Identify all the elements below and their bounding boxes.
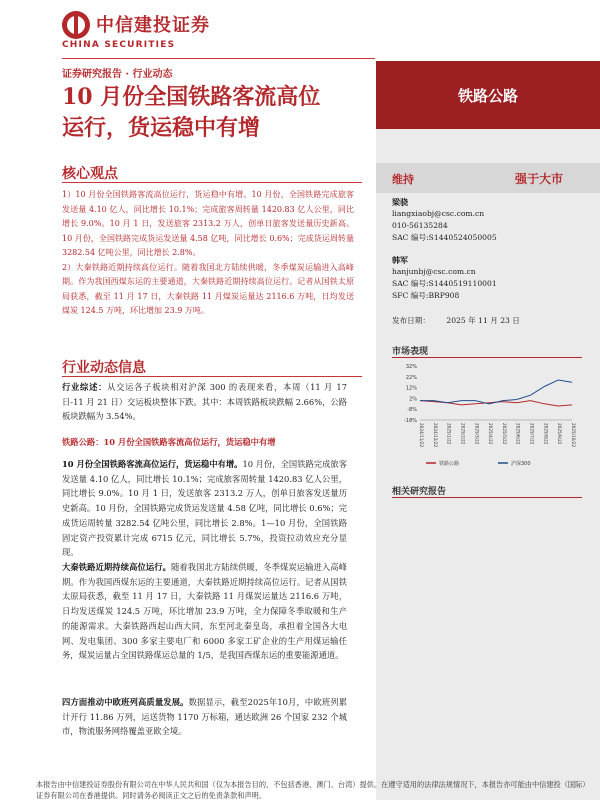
industry-heading: 行业动态信息 [62,360,146,376]
paragraph-passenger [62,457,347,560]
x-tick-label: 2024/12/22 [432,423,438,448]
analyst-2 [392,254,497,302]
x-tick-label: 2025/1/22 [446,423,452,445]
x-tick-label: 2025/9/22 [557,423,563,445]
industry-summary [62,380,347,424]
rail-title: 10 月份全国铁路客流高位运行，货运稳中有增 [103,437,276,447]
market-performance-chart [392,360,582,472]
y-tick-label: -8% [407,407,417,414]
y-tick-label: 12% [405,385,417,392]
analyst-2-sfc: SFC 编号:BRP908 [392,291,460,300]
chart-y-ticks [404,364,572,424]
report-category: 证券研究报告 · 行业动态 [62,69,173,80]
analyst-1-email[interactable]: liangxiaobj@csc.com.cn [392,209,485,218]
y-tick-label: 32% [405,364,417,370]
legend-label-1: 沪深300 [511,461,531,467]
report-title [62,82,375,144]
publish-date-label: 发布日期： [392,316,430,325]
summary-label: 行业综述： [62,382,108,392]
key-points-heading: 核心观点 [62,166,118,182]
rating-value: 强于大市 [515,172,564,186]
disclaimer-footer: 本报告由中信建投证券股份有限公司在中华人民共和国（仅为本报告目的，不包括香港、澳门、台湾）提供。在遵守适用的法律法规情况下，本报告亦可能由中信建投（国际）证券有限公司在香港提供。同时请务必阅读正文之后的免责条款和声明。 [36,780,590,800]
analyst-1-name: 梁骁 [392,197,408,207]
logo-chinese-name: 中信建投证券 [96,15,210,36]
series-line-0 [420,401,572,406]
title-line-2: 运行，货运稳中有增 [62,115,261,141]
y-tick-label: 2% [409,396,417,403]
rail-label: 铁路公路： [62,437,104,447]
china-europe-text: 数据显示，截至2025年10月，中欧班列累计开行 11.86 万列，运送货物 1170 万标箱，通达欧洲 26 个国家 232 个城市，物流服务网络覆盖亚欧全境。 [62,697,347,737]
analyst-2-email[interactable]: hanjunbj@csc.com.cn [392,267,476,276]
summary-text: 从交运各子板块相对沪深 300 的表现来看，本周（11 月 17 日-11 月 21 日）交运板块整体下跌。其中：本周铁路板块跌幅 2.66%，公路板块跌幅为 3.54%。 [62,382,347,422]
passenger-text: 10 月份，全国铁路完成旅客发送量 4.10 亿人，同比增长 10.1%；完成旅客周转量 1420.83 亿人公里，同比增长 9.0%。10 月 1 日，发送旅客 2313.2 万人，创单日旅客发送量历史新高。10 月份，全国铁路完成货运发送量 4.58 亿吨，同比增长 0.6%；完成货运周转量 3282.54 亿吨公里，同比增长 2.8%。1—10 月份，全国铁路固定资产投资累计完成 6715 亿元，同比增长 5.7%，投资拉动效应充分显现。 [62,459,347,558]
x-tick-label: 2025/8/22 [543,423,549,445]
paragraph-china-europe [62,695,347,739]
series-line-1 [420,380,572,404]
industry-divider [62,376,362,377]
rating-action: 维持 [392,173,414,186]
publish-date-value: 2025 年 11 月 23 日 [446,316,520,325]
legend-label-0: 铁路公路 [439,461,460,467]
analyst-2-name: 韩军 [392,255,408,265]
related-heading-divider [392,497,582,498]
market-heading-divider [392,357,582,358]
china-europe-lead: 四方面推动中欧班列高质量发展。 [62,697,189,707]
analyst-1-phone: 010-56135284 [392,221,448,230]
y-tick-label: 22% [405,374,417,381]
y-tick-label: -18% [404,418,417,424]
daqin-text: 随着我国北方陆续供暖，冬季煤炭运输进入高峰期。作为我国西煤东运的主要通道，大秦铁路近期持续高位运行。记者从国铁太原局获悉，截至 11 月 17 日，大秦铁路 11 月煤炭运量达 2116.6 万吨，日均发送煤炭 124.5 万吨，环比增加 23.9 万吨，全力保障冬季取暖和生产的能源需求。大秦铁路西起山西大同，东至河北秦皇岛，承担着全国各大电网、发电集团、300 多家主要电厂和 6000 多家工矿企业的生产用煤运输任务，煤炭运量占全国铁路煤运总量的 1/5，是我国西煤东运的重要能源通道。 [62,562,347,661]
analyst-2-sac: SAC 编号:S1440519110001 [392,279,497,288]
x-tick-label: 2025/7/22 [529,423,535,445]
x-tick-label: 2025/3/22 [474,423,480,445]
analyst-1-sac: SAC 编号:S1440524050005 [392,233,497,242]
chart-lines [420,380,572,406]
x-tick-label: 2024/11/22 [419,423,424,448]
company-logo-icon [62,11,90,39]
analyst-1 [392,196,497,244]
x-tick-label: 2025/10/22 [571,423,576,448]
publish-date [392,315,520,327]
x-tick-label: 2025/5/22 [501,423,507,445]
x-tick-label: 2025/6/22 [515,423,521,445]
related-research-heading: 相关研究报告 [392,487,447,497]
market-performance-heading: 市场表现 [392,347,429,357]
key-points-body [62,188,354,319]
logo-english-name: CHINA SECURITIES [62,40,176,50]
title-line-1: 10 月份全国铁路客流高位 [62,84,321,110]
daqin-lead: 大秦铁路近期持续高位运行。 [62,562,171,572]
x-tick-label: 2025/2/22 [460,423,466,445]
header-divider [62,58,375,59]
paragraph-daqin [62,560,347,663]
chart-legend [426,460,531,467]
key-point-2: 2）大秦铁路近期持续高位运行。随着我国北方陆续供暖，冬季煤炭运输进入高峰期。作为我国西煤东运的主要通道，大秦铁路近期持续高位运行。记者从国铁太原局获悉，截至 11 月 17 日，大秦铁路 11 月煤炭运量达 2116.6 万吨，日均发送煤炭 124.5 万吨，环比增加 23.9 万吨。 [62,262,354,315]
key-points-divider [62,182,362,183]
sector-name: 铁路公路 [457,87,518,105]
x-tick-label: 2025/4/22 [488,423,494,445]
rail-subheading [62,435,347,450]
chart-x-ticks [419,423,576,447]
passenger-lead: 10 月份全国铁路客流高位运行，货运稳中有增。 [62,459,243,469]
key-point-1: 1）10 月份全国铁路客流高位运行，货运稳中有增。10 月份，全国铁路完成旅客发送量 4.10 亿人，同比增长 10.1%；完成旅客周转量 1420.83 亿人公里，同比增长 9.0%。10 月 1 日，发送旅客 2313.2 万人，创单日旅客发送量历史新高。10 月份，全国铁路完成货运发送量 4.58 亿吨，同比增长 0.6%；完成货运周转量 3282.54 亿吨公里，同比增长 2.8%。 [62,190,354,257]
